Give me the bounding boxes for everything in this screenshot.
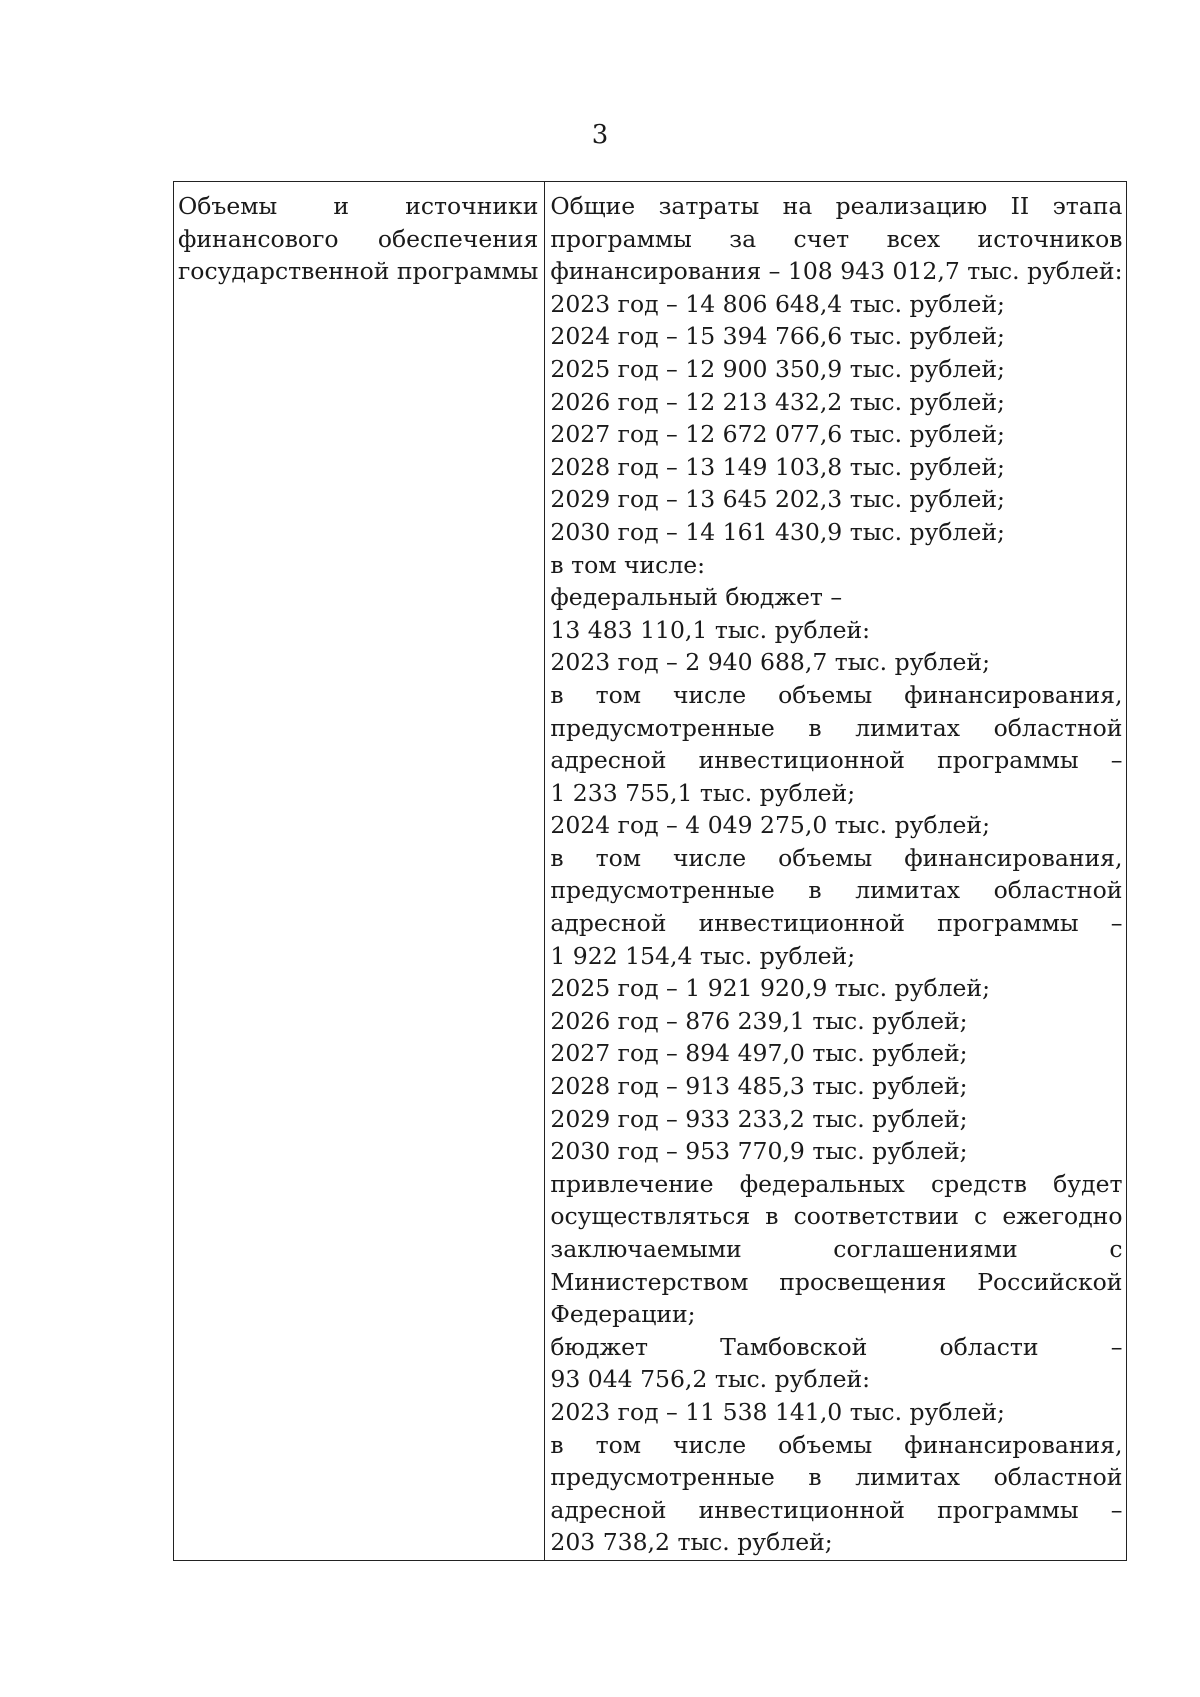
text-segment: в [765, 1202, 779, 1231]
value-line [550, 483, 1122, 516]
text-segment: на [782, 192, 813, 220]
text-segment: в [808, 1463, 822, 1492]
text-segment: счет [793, 224, 850, 253]
text-segment: в [550, 1430, 564, 1459]
text-segment: 1 233 755,1 тыс. рублей; [550, 778, 856, 807]
text-segment: этапа [1052, 192, 1123, 220]
text-segment: областной [993, 713, 1123, 742]
text-segment: 2028 год – 13 149 103,8 тыс. рублей; [550, 452, 1005, 481]
text-segment: в [550, 843, 564, 872]
value-line [550, 679, 1122, 712]
text-segment: 2029 год – 13 645 202,3 тыс. рублей; [550, 485, 1005, 514]
text-segment: федеральный бюджет – [550, 583, 843, 612]
text-segment: 2028 год – 913 485,3 тыс. рублей; [550, 1072, 968, 1101]
text-segment: 2024 год – 4 049 275,0 тыс. рублей; [550, 811, 991, 840]
value-line [550, 223, 1122, 256]
text-segment: адресной [550, 1495, 667, 1524]
text-segment: бюджет [550, 1332, 648, 1361]
text-segment: и [333, 192, 350, 220]
text-segment: осуществляться [550, 1202, 751, 1231]
text-segment: реализацию [835, 192, 988, 220]
value-line [550, 1266, 1122, 1299]
text-segment: Объемы [178, 192, 278, 220]
text-segment: финансирования, [904, 680, 1123, 709]
value-line [550, 1331, 1122, 1364]
value-line [550, 842, 1122, 875]
text-segment: финансового [178, 224, 339, 253]
text-segment: в том числе: [550, 550, 706, 579]
text-segment: финансирования, [904, 1430, 1123, 1459]
value-line [550, 386, 1122, 419]
text-segment: числе [672, 1430, 747, 1459]
text-segment: программы [550, 224, 692, 253]
value-line [550, 353, 1122, 386]
text-segment: лимитах [855, 713, 960, 742]
value-line [550, 712, 1122, 745]
text-segment: привлечение [550, 1169, 714, 1198]
text-segment: предусмотренные [550, 1463, 775, 1492]
value-line [550, 940, 1122, 973]
text-segment: затраты [658, 192, 760, 220]
text-segment: том [595, 843, 641, 872]
text-segment: инвестиционной [698, 1495, 905, 1524]
text-segment: 2023 год – 11 538 141,0 тыс. рублей; [550, 1397, 1005, 1426]
value-line [550, 614, 1122, 647]
text-segment: – [1110, 1495, 1123, 1524]
row-label-cell [174, 182, 545, 1560]
value-line [550, 1461, 1122, 1494]
text-segment: 13 483 110,1 тыс. рублей: [550, 615, 871, 644]
text-segment: заключаемыми [550, 1235, 742, 1263]
text-segment: за [729, 224, 757, 253]
text-segment: – [1110, 1332, 1123, 1361]
text-segment: 2027 год – 894 497,0 тыс. рублей; [550, 1039, 968, 1068]
value-line [550, 1005, 1122, 1038]
text-segment: лимитах [855, 1463, 960, 1492]
text-segment: программы [937, 746, 1079, 775]
text-segment: федеральных [739, 1169, 905, 1198]
text-segment: 1 922 154,4 тыс. рублей; [550, 941, 856, 970]
value-line [550, 516, 1122, 549]
text-segment: 2027 год – 12 672 077,6 тыс. рублей; [550, 420, 1005, 449]
text-segment: просвещения [779, 1267, 947, 1296]
value-line [550, 255, 1122, 288]
value-line [550, 1233, 1122, 1266]
text-segment: финансирования, [904, 843, 1123, 872]
text-segment: инвестиционной [698, 909, 905, 938]
text-segment: обеспечения [377, 224, 539, 253]
text-segment: объемы [778, 1430, 873, 1459]
text-segment: 2025 год – 12 900 350,9 тыс. рублей; [550, 354, 1005, 383]
text-segment: с [974, 1202, 988, 1231]
value-line [550, 451, 1122, 484]
text-segment: адресной [550, 909, 667, 938]
text-segment: 2023 год – 2 940 688,7 тыс. рублей; [550, 648, 991, 677]
value-line [550, 1070, 1122, 1103]
text-segment: Тамбовской [720, 1332, 868, 1361]
text-segment: источников [977, 224, 1123, 253]
text-segment: адресной [550, 746, 667, 775]
text-segment: Общие [550, 192, 636, 220]
text-segment: в [808, 713, 822, 742]
page-number: 3 [591, 120, 609, 150]
text-segment: программы [937, 1495, 1079, 1524]
text-segment: 2025 год – 1 921 920,9 тыс. рублей; [550, 974, 991, 1003]
text-segment: области [939, 1332, 1039, 1361]
text-segment: числе [672, 843, 747, 872]
row-value-cell [545, 182, 1127, 1560]
value-line [550, 1298, 1122, 1331]
text-segment: объемы [778, 843, 873, 872]
text-segment: – [1110, 909, 1123, 938]
value-line [550, 874, 1122, 907]
value-line [550, 190, 1122, 223]
value-line [550, 1103, 1122, 1136]
value-line [550, 972, 1122, 1005]
text-segment: областной [993, 1463, 1123, 1492]
text-segment: 93 044 756,2 тыс. рублей: [550, 1365, 871, 1394]
value-line [550, 549, 1122, 582]
text-segment: том [595, 680, 641, 709]
text-segment: предусмотренные [550, 713, 775, 742]
label-line [178, 255, 538, 288]
value-line [550, 1037, 1122, 1070]
value-line [550, 1363, 1122, 1396]
text-segment: 203 738,2 тыс. рублей; [550, 1528, 833, 1557]
program-passport-table [173, 181, 1127, 1561]
text-segment: с [1109, 1235, 1123, 1263]
text-segment: 2023 год – 14 806 648,4 тыс. рублей; [550, 289, 1005, 318]
value-line [550, 288, 1122, 321]
text-segment: II [1010, 192, 1030, 220]
text-segment: средств [930, 1169, 1027, 1198]
text-segment: лимитах [855, 876, 960, 905]
text-segment: в [808, 876, 822, 905]
text-segment: источники [405, 192, 539, 220]
label-line [178, 190, 538, 223]
text-segment: 2026 год – 876 239,1 тыс. рублей; [550, 1006, 968, 1035]
text-segment: ежегодно [1002, 1202, 1123, 1231]
text-segment: – [1110, 746, 1123, 775]
text-segment: 2030 год – 953 770,9 тыс. рублей; [550, 1137, 968, 1166]
text-segment: программы [937, 909, 1079, 938]
text-segment: областной [993, 876, 1123, 905]
value-line [550, 581, 1122, 614]
value-line [550, 646, 1122, 679]
text-segment: всех [886, 224, 941, 253]
value-line [550, 1200, 1122, 1233]
text-segment: инвестиционной [698, 746, 905, 775]
text-segment: будет [1053, 1169, 1123, 1198]
value-line [550, 1526, 1122, 1559]
value-line [550, 907, 1122, 940]
value-line [550, 809, 1122, 842]
text-segment: Федерации; [550, 1300, 696, 1329]
text-segment: числе [672, 680, 747, 709]
text-segment: финансирования – 108 943 012,7 тыс. рублей: [550, 257, 1123, 286]
value-line [550, 1396, 1122, 1429]
value-line [550, 1168, 1122, 1201]
value-line [550, 1135, 1122, 1168]
text-segment: 2026 год – 12 213 432,2 тыс. рублей; [550, 387, 1005, 416]
value-line [550, 777, 1122, 810]
value-line [550, 744, 1122, 777]
text-segment: предусмотренные [550, 876, 775, 905]
value-line [550, 418, 1122, 451]
text-segment: Министерством [550, 1267, 749, 1296]
text-segment: том [595, 1430, 641, 1459]
text-segment: 2024 год – 15 394 766,6 тыс. рублей; [550, 322, 1005, 351]
text-segment: 2030 год – 14 161 430,9 тыс. рублей; [550, 517, 1005, 546]
value-line [550, 1494, 1122, 1527]
text-segment: государственной программы [178, 257, 539, 286]
text-segment: 2029 год – 933 233,2 тыс. рублей; [550, 1104, 968, 1133]
value-line [550, 320, 1122, 353]
text-segment: в [550, 680, 564, 709]
text-segment: Российской [977, 1267, 1123, 1296]
label-line [178, 223, 538, 256]
text-segment: объемы [778, 680, 873, 709]
text-segment: соглашениями [833, 1235, 1018, 1263]
value-line [550, 1429, 1122, 1462]
text-segment: соответствии [793, 1202, 959, 1231]
